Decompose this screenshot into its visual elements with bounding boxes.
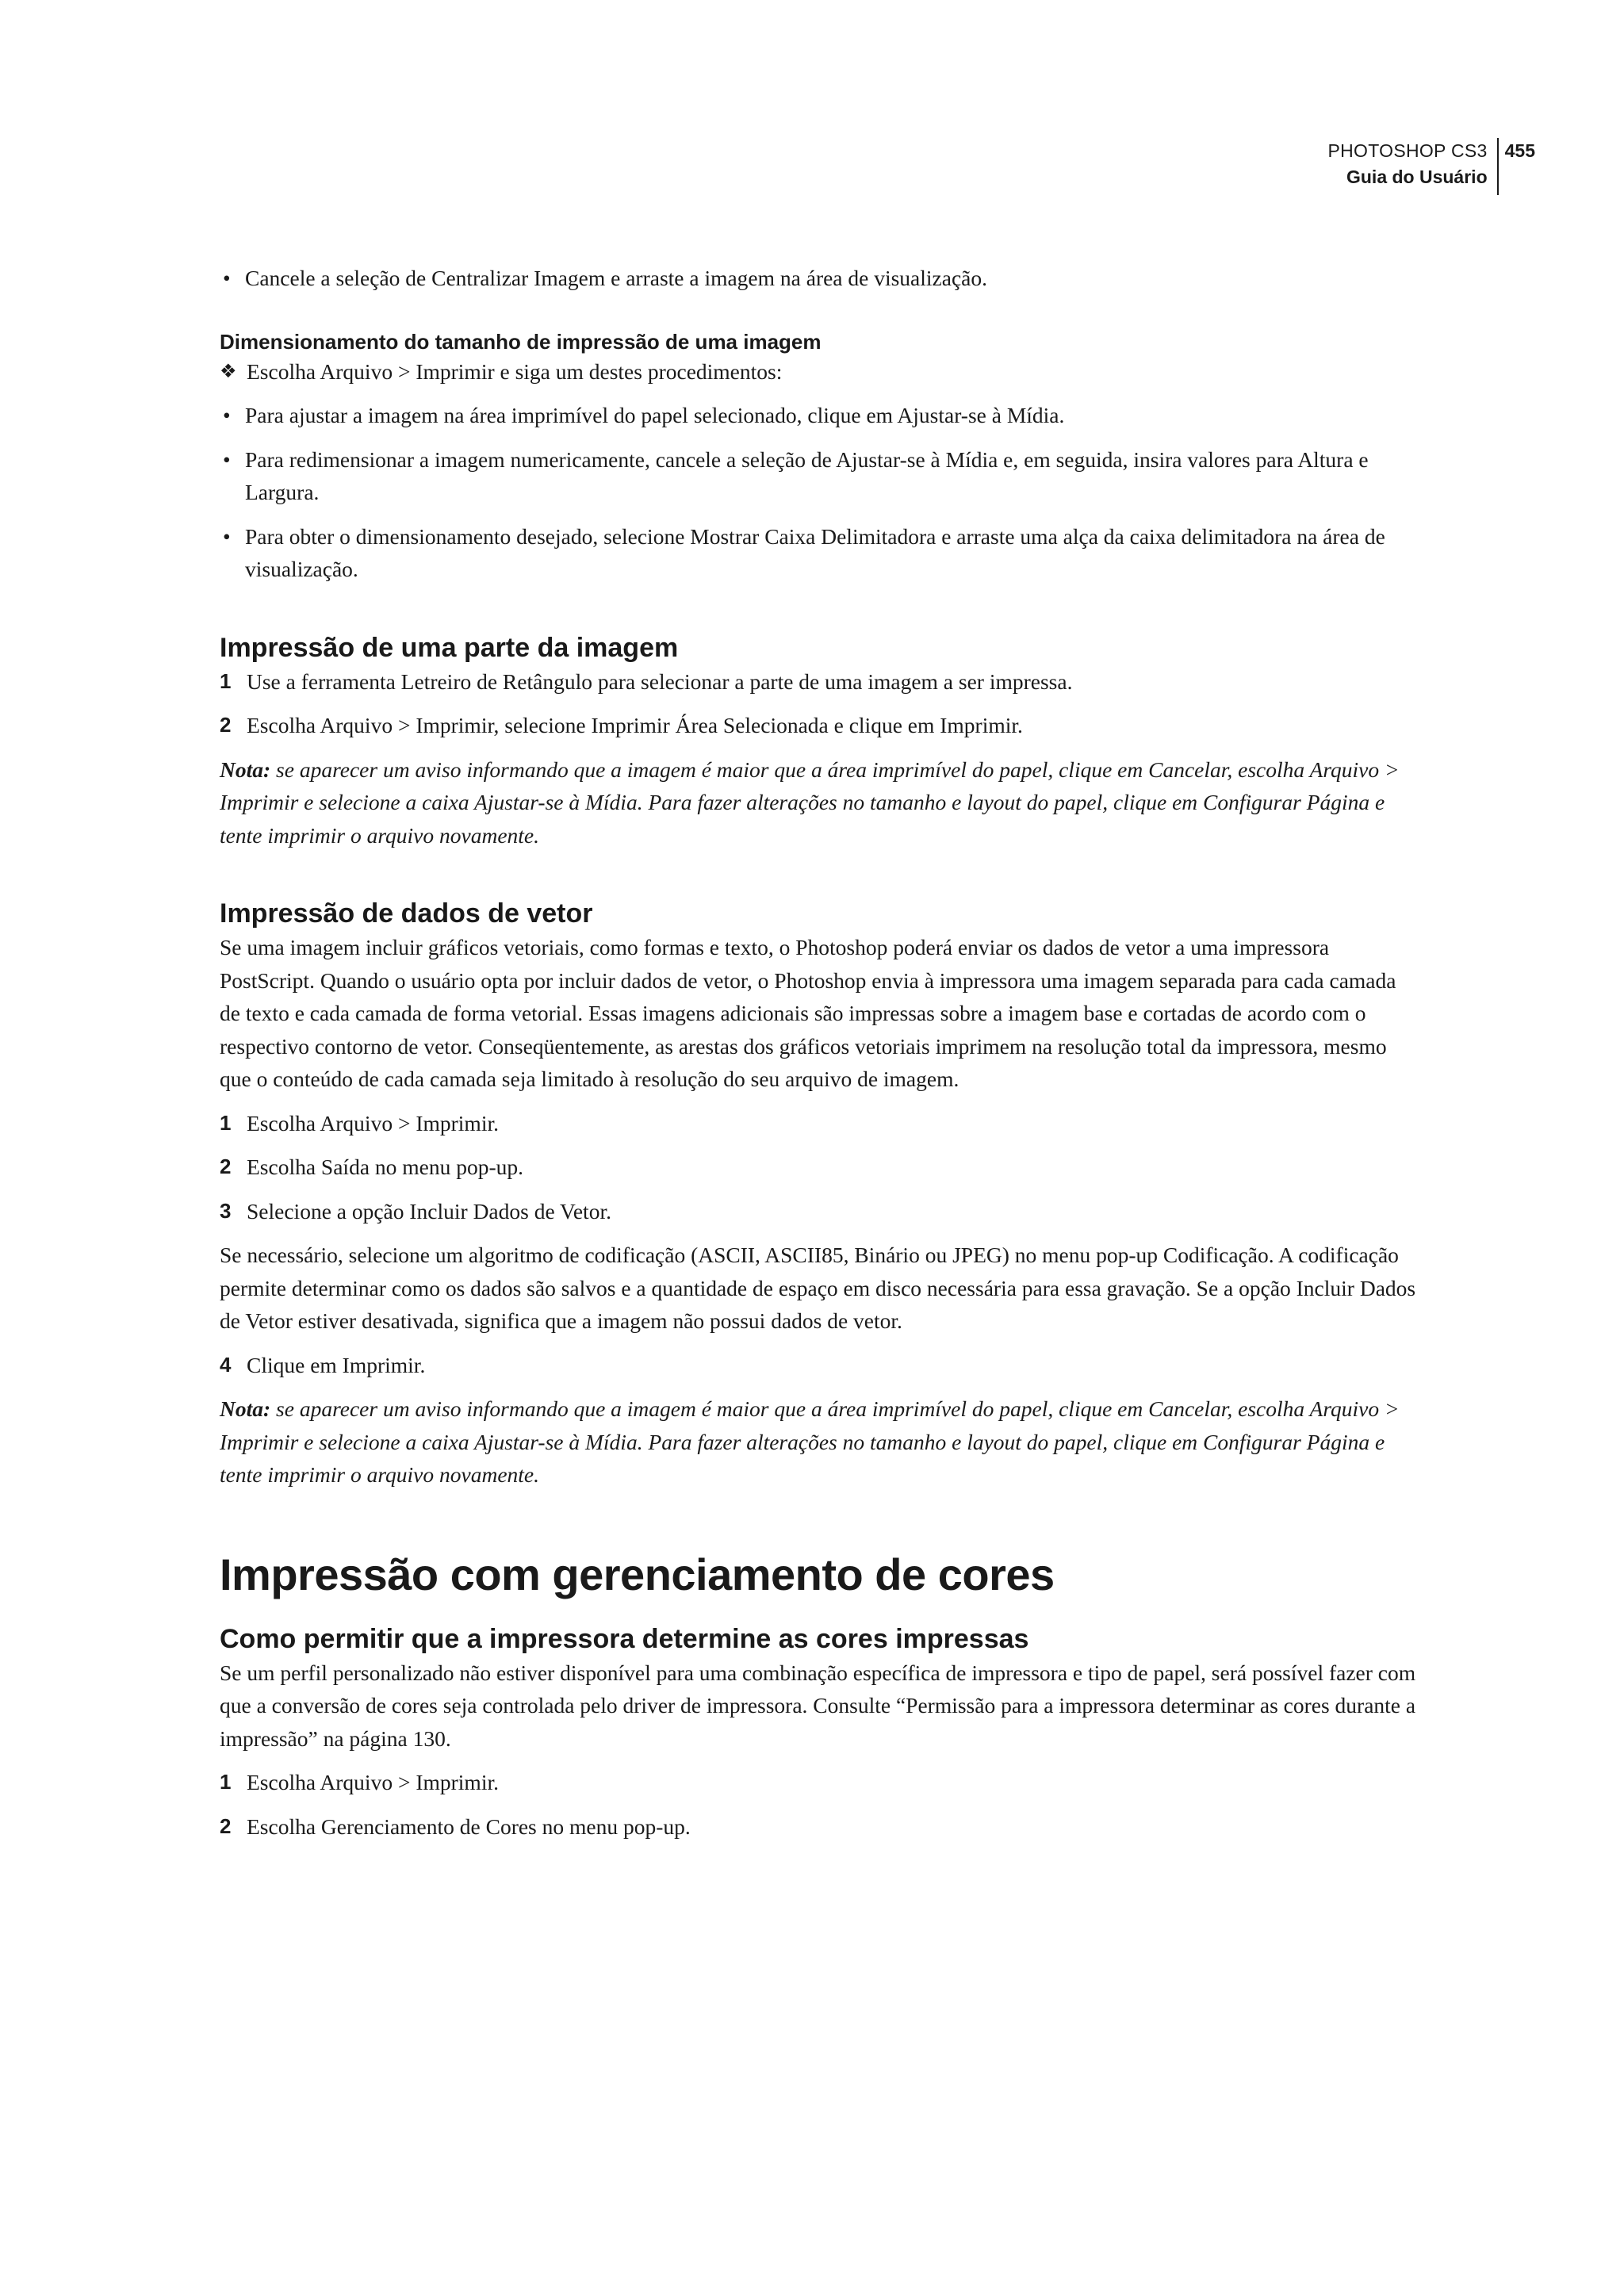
bullet-marker: •: [223, 403, 231, 427]
section-heading-part-print: Impressão de uma parte da imagem: [220, 632, 679, 663]
step-item: [220, 1195, 1417, 1228]
vector-paragraph: Se uma imagem incluir gráficos vetoriais, como formas e texto, o Photoshop poderá enviar os dados de vetor a uma impressora PostScript. Quando o usuário opta por incluir dados de vetor, o Photoshop envia à impressora uma imagem separada para cada camada de texto e cada camada de forma vetorial. Essas imagens adicionais são impressas sobre a imagem base e cortadas de acordo com o respectivo contorno de vetor. Conseqüentemente, as arestas dos gráficos vetoriais imprimem na resolução total da impressora, mesmo que o conteúdo de cada camada seja limitado à resolução do seu arquivo de imagem.: [220, 935, 1396, 1091]
note-text: se aparecer um aviso informando que a imagem é maior que a área imprimível do papel, clique em Cancelar, escolha Arquivo > Imprimir e selecione a caixa Ajustar-se à Mídia. Para fazer alterações no tamanho e layout do papel, clique em Configurar Página e tente imprimir o arquivo novamente.: [220, 1396, 1400, 1487]
encoding-paragraph: Se necessário, selecione um algoritmo de codificação (ASCII, ASCII85, Binário ou JPEG) no menu pop-up Codificação. A codificação permite determinar como os dados são salvos e a quantidade de espaço em disco necessária para essa gravação. Se a opção Incluir Dados de Vetor estiver desativada, significa que a imagem não possui dados de vetor.: [220, 1243, 1416, 1333]
step-text: Escolha Saída no menu pop-up.: [247, 1155, 524, 1179]
list-item-text: Para redimensionar a imagem numericamente, cancele a seleção de Ajustar-se à Mídia e, em seguida, insira valores para Altura e Largura.: [245, 446, 1369, 504]
step-text: Escolha Arquivo > Imprimir.: [247, 1770, 499, 1794]
chapter-heading-color-management: Impressão com gerenciamento de cores: [220, 1549, 1055, 1599]
list-item-text: Para obter o dimensionamento desejado, selecione Mostrar Caixa Delimitadora e arraste uma alça da caixa delimitadora na área de visualização.: [245, 523, 1385, 581]
bullet-marker: •: [223, 266, 231, 290]
step-number: 4: [220, 1352, 232, 1377]
page-number: 455: [1504, 140, 1535, 161]
step-text: Escolha Gerenciamento de Cores no menu pop-up.: [247, 1813, 691, 1839]
step-text: Clique em Imprimir.: [247, 1352, 426, 1377]
note-label: Nota:: [220, 756, 271, 782]
product-name: PHOTOSHOP CS3: [1327, 140, 1488, 161]
step-item: [220, 1151, 1417, 1184]
note-text: se aparecer um aviso informando que a imagem é maior que a área imprimível do papel, clique em Cancelar, escolha Arquivo > Imprimir e selecione a caixa Ajustar-se à Mídia. Para fazer alterações no tamanho e layout do papel, clique em Configurar Página e tente imprimir o arquivo novamente.: [220, 756, 1400, 848]
list-item-text: Para ajustar a imagem na área imprimível do papel selecionado, clique em Ajustar-se à Mídia.: [245, 403, 1065, 427]
step-item: [220, 1107, 1417, 1140]
step-number: 1: [220, 1110, 232, 1135]
color-paragraph: Se um perfil personalizado não estiver disponível para uma combinação específica de impressora e tipo de papel, será possível fazer com que a conversão de cores seja controlada pelo driver de impressora. Consulte “Permissão para a impressora determinar as cores durante a impressão” na página 130.: [220, 1660, 1416, 1751]
running-header: [1327, 138, 1535, 195]
guide-name: Guia do Usuário: [1346, 167, 1488, 187]
step-number: 2: [220, 713, 232, 737]
intro-bullet: [220, 262, 1417, 295]
list-item: [220, 520, 1417, 586]
note-paragraph: [220, 1392, 1417, 1492]
note-paragraph: [220, 753, 1417, 852]
step-number: 2: [220, 1155, 232, 1178]
step-item: [220, 665, 1417, 699]
step-item: [220, 1810, 1417, 1844]
section-heading-printer-colors: Como permitir que a impressora determine as cores impressas: [220, 1623, 1029, 1654]
step-item: [220, 1349, 1417, 1382]
diamond-bullet-icon: ❖: [220, 359, 237, 382]
step-item: [220, 709, 1417, 742]
step-number: 3: [220, 1198, 232, 1223]
step-text: Escolha Arquivo > Imprimir.: [247, 1110, 499, 1136]
page-content: [220, 262, 1417, 1843]
bullet-marker: •: [223, 523, 231, 549]
list-item: [220, 399, 1417, 432]
step-text: Use a ferramenta Letreiro de Retângulo para selecionar a parte de uma imagem a ser impressa.: [247, 668, 1073, 694]
step-text: Escolha Arquivo > Imprimir, selecione Imprimir Área Selecionada e clique em Imprimir.: [247, 713, 1023, 737]
step-number: 2: [220, 1813, 232, 1838]
running-header-text: [1327, 138, 1496, 195]
list-item: [220, 443, 1417, 509]
step-number: 1: [220, 668, 232, 693]
note-label: Nota:: [220, 1396, 271, 1421]
scaling-instruction-text: Escolha Arquivo > Imprimir e siga um destes procedimentos:: [247, 358, 783, 384]
scaling-procedure-heading: Dimensionamento do tamanho de impressão de uma imagem: [220, 329, 822, 354]
step-item: [220, 1766, 1417, 1799]
step-text: Selecione a opção Incluir Dados de Vetor.: [247, 1198, 611, 1224]
step-number: 1: [220, 1770, 232, 1794]
section-heading-vector: Impressão de dados de vetor: [220, 898, 593, 929]
intro-bullet-text: Cancele a seleção de Centralizar Imagem e arraste a imagem na área de visualização.: [245, 266, 987, 290]
bullet-marker: •: [223, 446, 231, 472]
scaling-instruction: [220, 355, 1417, 389]
